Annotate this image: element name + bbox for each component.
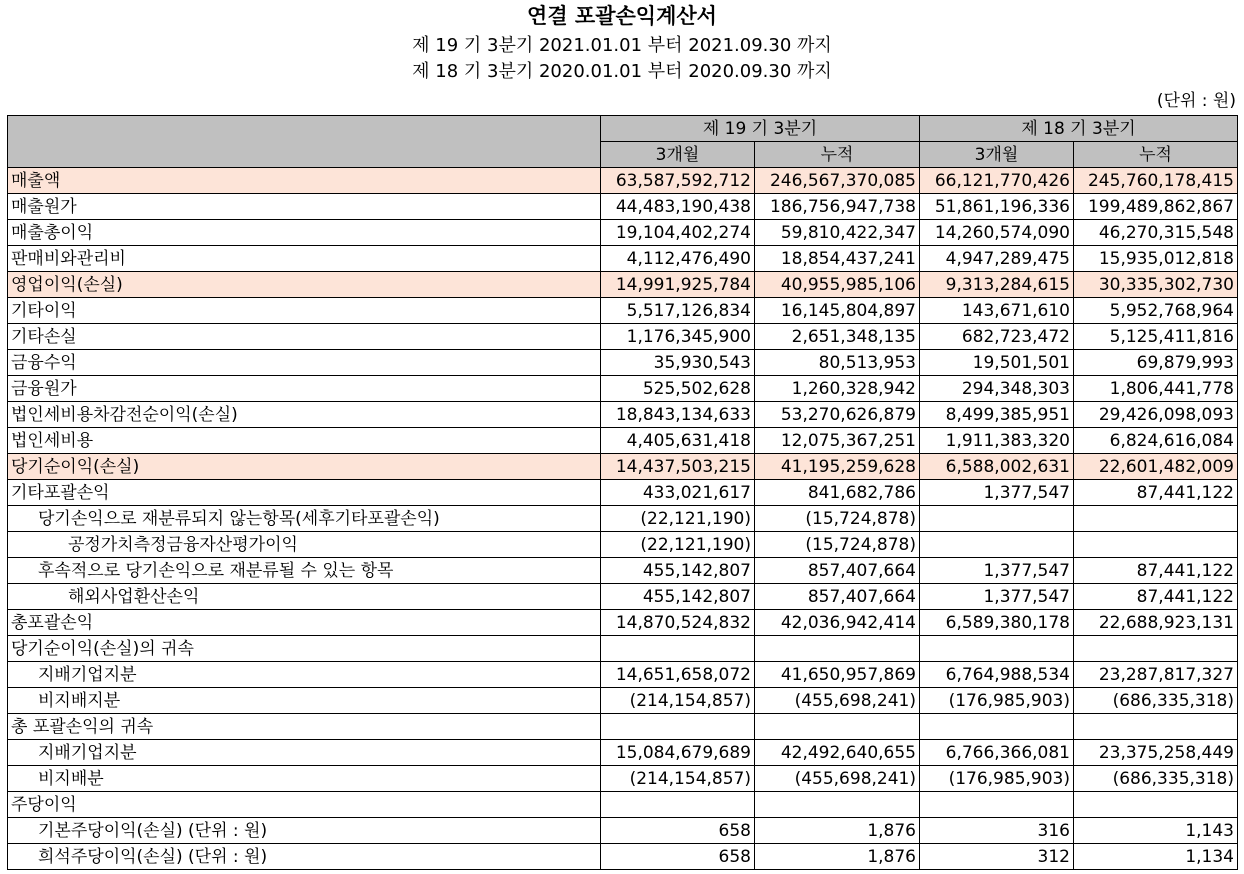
row-value: 433,021,617 bbox=[601, 480, 755, 506]
group-header-current: 제 19 기 3분기 bbox=[601, 116, 920, 142]
row-label: 비지배지분 bbox=[8, 688, 601, 714]
row-value: 12,075,367,251 bbox=[755, 428, 920, 454]
row-label: 당기순이익(손실) bbox=[8, 454, 601, 480]
row-value: 1,260,328,942 bbox=[755, 376, 920, 402]
row-label: 매출총이익 bbox=[8, 220, 601, 246]
row-value: 8,499,385,951 bbox=[920, 402, 1074, 428]
row-value: 14,437,503,215 bbox=[601, 454, 755, 480]
table-row bbox=[8, 714, 1238, 740]
table-row bbox=[8, 220, 1238, 246]
row-value: 15,935,012,818 bbox=[1074, 246, 1238, 272]
row-value bbox=[601, 792, 755, 818]
document-title: 연결 포괄손익계산서 bbox=[527, 4, 717, 28]
row-value bbox=[1074, 506, 1238, 532]
row-value: 16,145,804,897 bbox=[755, 298, 920, 324]
row-value bbox=[601, 636, 755, 662]
table-row bbox=[8, 506, 1238, 532]
row-value: 294,348,303 bbox=[920, 376, 1074, 402]
row-value: 525,502,628 bbox=[601, 376, 755, 402]
row-value: (455,698,241) bbox=[755, 766, 920, 792]
row-value: 59,810,422,347 bbox=[755, 220, 920, 246]
row-value bbox=[920, 532, 1074, 558]
table-row bbox=[8, 636, 1238, 662]
row-label: 지배기업지분 bbox=[8, 740, 601, 766]
row-value: (15,724,878) bbox=[755, 532, 920, 558]
row-value: 6,589,380,178 bbox=[920, 610, 1074, 636]
row-label: 법인세비용차감전순이익(손실) bbox=[8, 402, 601, 428]
row-value: 14,870,524,832 bbox=[601, 610, 755, 636]
row-value: 87,441,122 bbox=[1074, 480, 1238, 506]
row-value: 857,407,664 bbox=[755, 558, 920, 584]
row-value bbox=[755, 714, 920, 740]
row-label: 총포괄손익 bbox=[8, 610, 601, 636]
table-row bbox=[8, 532, 1238, 558]
row-value: 1,377,547 bbox=[920, 584, 1074, 610]
sub-header-current-3m: 3개월 bbox=[601, 142, 755, 168]
row-value: (15,724,878) bbox=[755, 506, 920, 532]
table-row bbox=[8, 376, 1238, 402]
table-row bbox=[8, 766, 1238, 792]
row-value: 63,587,592,712 bbox=[601, 168, 755, 194]
row-value: 53,270,626,879 bbox=[755, 402, 920, 428]
row-label: 매출원가 bbox=[8, 194, 601, 220]
row-label: 금융수익 bbox=[8, 350, 601, 376]
row-value: 312 bbox=[920, 844, 1074, 870]
table-row bbox=[8, 298, 1238, 324]
table-row bbox=[8, 844, 1238, 870]
row-value: 14,260,574,090 bbox=[920, 220, 1074, 246]
row-label: 희석주당이익(손실) (단위 : 원) bbox=[8, 844, 601, 870]
row-value: 6,764,988,534 bbox=[920, 662, 1074, 688]
sub-header-prior-cum: 누적 bbox=[1074, 142, 1238, 168]
row-value: 44,483,190,438 bbox=[601, 194, 755, 220]
row-value: 1,134 bbox=[1074, 844, 1238, 870]
row-value: (214,154,857) bbox=[601, 688, 755, 714]
table-row bbox=[8, 740, 1238, 766]
row-value bbox=[1074, 532, 1238, 558]
row-value: 5,952,768,964 bbox=[1074, 298, 1238, 324]
row-value: 6,824,616,084 bbox=[1074, 428, 1238, 454]
table-row bbox=[8, 792, 1238, 818]
table-row bbox=[8, 662, 1238, 688]
row-value: 9,313,284,615 bbox=[920, 272, 1074, 298]
row-value: 658 bbox=[601, 818, 755, 844]
row-value: (22,121,190) bbox=[601, 506, 755, 532]
row-value: 40,955,985,106 bbox=[755, 272, 920, 298]
row-value: 30,335,302,730 bbox=[1074, 272, 1238, 298]
row-value: 682,723,472 bbox=[920, 324, 1074, 350]
row-value: 42,036,942,414 bbox=[755, 610, 920, 636]
row-label: 지배기업지분 bbox=[8, 662, 601, 688]
row-label: 공정가치측정금융자산평가이익 bbox=[8, 532, 601, 558]
row-label: 판매비와관리비 bbox=[8, 246, 601, 272]
row-value: 46,270,315,548 bbox=[1074, 220, 1238, 246]
unit-label: (단위 : 원) bbox=[1156, 91, 1236, 111]
row-value bbox=[920, 714, 1074, 740]
row-value: 87,441,122 bbox=[1074, 558, 1238, 584]
row-value: 1,876 bbox=[755, 818, 920, 844]
row-label: 금융원가 bbox=[8, 376, 601, 402]
row-value: 23,375,258,449 bbox=[1074, 740, 1238, 766]
row-value bbox=[1074, 636, 1238, 662]
row-value: 199,489,862,867 bbox=[1074, 194, 1238, 220]
income-statement-table bbox=[7, 115, 1238, 870]
group-header-prior: 제 18 기 3분기 bbox=[920, 116, 1238, 142]
row-value: 66,121,770,426 bbox=[920, 168, 1074, 194]
table-row bbox=[8, 246, 1238, 272]
row-value: 23,287,817,327 bbox=[1074, 662, 1238, 688]
row-value: 19,104,402,274 bbox=[601, 220, 755, 246]
row-value: 35,930,543 bbox=[601, 350, 755, 376]
row-value: 658 bbox=[601, 844, 755, 870]
row-value bbox=[920, 636, 1074, 662]
table-row bbox=[8, 480, 1238, 506]
row-value: 455,142,807 bbox=[601, 584, 755, 610]
row-label: 총 포괄손익의 귀속 bbox=[8, 714, 601, 740]
row-value: 29,426,098,093 bbox=[1074, 402, 1238, 428]
row-label: 법인세비용 bbox=[8, 428, 601, 454]
row-value: 186,756,947,738 bbox=[755, 194, 920, 220]
table-row bbox=[8, 818, 1238, 844]
table-row bbox=[8, 558, 1238, 584]
row-value: 1,176,345,900 bbox=[601, 324, 755, 350]
row-value: 51,861,196,336 bbox=[920, 194, 1074, 220]
row-value bbox=[1074, 714, 1238, 740]
row-value bbox=[755, 792, 920, 818]
row-label: 해외사업환산손익 bbox=[8, 584, 601, 610]
row-value bbox=[755, 636, 920, 662]
row-value: 5,125,411,816 bbox=[1074, 324, 1238, 350]
table-row bbox=[8, 584, 1238, 610]
row-value: 42,492,640,655 bbox=[755, 740, 920, 766]
row-value: (214,154,857) bbox=[601, 766, 755, 792]
row-value: 22,601,482,009 bbox=[1074, 454, 1238, 480]
row-label: 후속적으로 당기손익으로 재분류될 수 있는 항목 bbox=[8, 558, 601, 584]
row-value bbox=[920, 792, 1074, 818]
sub-header-prior-3m: 3개월 bbox=[920, 142, 1074, 168]
row-value: 2,651,348,135 bbox=[755, 324, 920, 350]
row-label: 매출액 bbox=[8, 168, 601, 194]
row-value: 316 bbox=[920, 818, 1074, 844]
row-value bbox=[601, 714, 755, 740]
row-value: 1,143 bbox=[1074, 818, 1238, 844]
row-value: 455,142,807 bbox=[601, 558, 755, 584]
row-value: 841,682,786 bbox=[755, 480, 920, 506]
table-row bbox=[8, 610, 1238, 636]
row-label: 기타손실 bbox=[8, 324, 601, 350]
label-header bbox=[8, 116, 601, 168]
table-body bbox=[8, 168, 1238, 870]
table-row bbox=[8, 402, 1238, 428]
table-row bbox=[8, 324, 1238, 350]
sub-header-current-cum: 누적 bbox=[755, 142, 920, 168]
row-value: 4,112,476,490 bbox=[601, 246, 755, 272]
row-value: 14,651,658,072 bbox=[601, 662, 755, 688]
row-value: 41,195,259,628 bbox=[755, 454, 920, 480]
row-value: 80,513,953 bbox=[755, 350, 920, 376]
table-row bbox=[8, 350, 1238, 376]
period-prior: 제 18 기 3분기 2020.01.01 부터 2020.09.30 까지 bbox=[412, 61, 832, 82]
row-value: 15,084,679,689 bbox=[601, 740, 755, 766]
row-label: 당기손익으로 재분류되지 않는항목(세후기타포괄손익) bbox=[8, 506, 601, 532]
row-value: 246,567,370,085 bbox=[755, 168, 920, 194]
table-row bbox=[8, 428, 1238, 454]
row-value: (176,985,903) bbox=[920, 688, 1074, 714]
row-value: (455,698,241) bbox=[755, 688, 920, 714]
row-value: 143,671,610 bbox=[920, 298, 1074, 324]
row-value: 1,377,547 bbox=[920, 558, 1074, 584]
period-current: 제 19 기 3분기 2021.01.01 부터 2021.09.30 까지 bbox=[412, 35, 832, 56]
row-value: (22,121,190) bbox=[601, 532, 755, 558]
table-row bbox=[8, 688, 1238, 714]
row-value: 18,843,134,633 bbox=[601, 402, 755, 428]
row-label: 기본주당이익(손실) (단위 : 원) bbox=[8, 818, 601, 844]
row-value: (686,335,318) bbox=[1074, 688, 1238, 714]
row-value: 18,854,437,241 bbox=[755, 246, 920, 272]
row-label: 주당이익 bbox=[8, 792, 601, 818]
table-row bbox=[8, 454, 1238, 480]
row-value: 857,407,664 bbox=[755, 584, 920, 610]
row-label: 영업이익(손실) bbox=[8, 272, 601, 298]
row-label: 비지배분 bbox=[8, 766, 601, 792]
row-value: 245,760,178,415 bbox=[1074, 168, 1238, 194]
row-value: 87,441,122 bbox=[1074, 584, 1238, 610]
row-value: 14,991,925,784 bbox=[601, 272, 755, 298]
row-value: 4,947,289,475 bbox=[920, 246, 1074, 272]
row-value bbox=[1074, 792, 1238, 818]
row-value bbox=[920, 506, 1074, 532]
row-value: 1,876 bbox=[755, 844, 920, 870]
row-value: 19,501,501 bbox=[920, 350, 1074, 376]
row-value: 41,650,957,869 bbox=[755, 662, 920, 688]
row-value: 69,879,993 bbox=[1074, 350, 1238, 376]
row-value: 22,688,923,131 bbox=[1074, 610, 1238, 636]
row-value: 6,588,002,631 bbox=[920, 454, 1074, 480]
row-label: 기타이익 bbox=[8, 298, 601, 324]
row-value: (176,985,903) bbox=[920, 766, 1074, 792]
row-label: 기타포괄손익 bbox=[8, 480, 601, 506]
row-label: 당기순이익(손실)의 귀속 bbox=[8, 636, 601, 662]
row-value: 1,806,441,778 bbox=[1074, 376, 1238, 402]
row-value: 1,377,547 bbox=[920, 480, 1074, 506]
table-row bbox=[8, 272, 1238, 298]
row-value: 4,405,631,418 bbox=[601, 428, 755, 454]
row-value: 5,517,126,834 bbox=[601, 298, 755, 324]
row-value: (686,335,318) bbox=[1074, 766, 1238, 792]
table-row bbox=[8, 194, 1238, 220]
row-value: 6,766,366,081 bbox=[920, 740, 1074, 766]
row-value: 1,911,383,320 bbox=[920, 428, 1074, 454]
table-row bbox=[8, 168, 1238, 194]
